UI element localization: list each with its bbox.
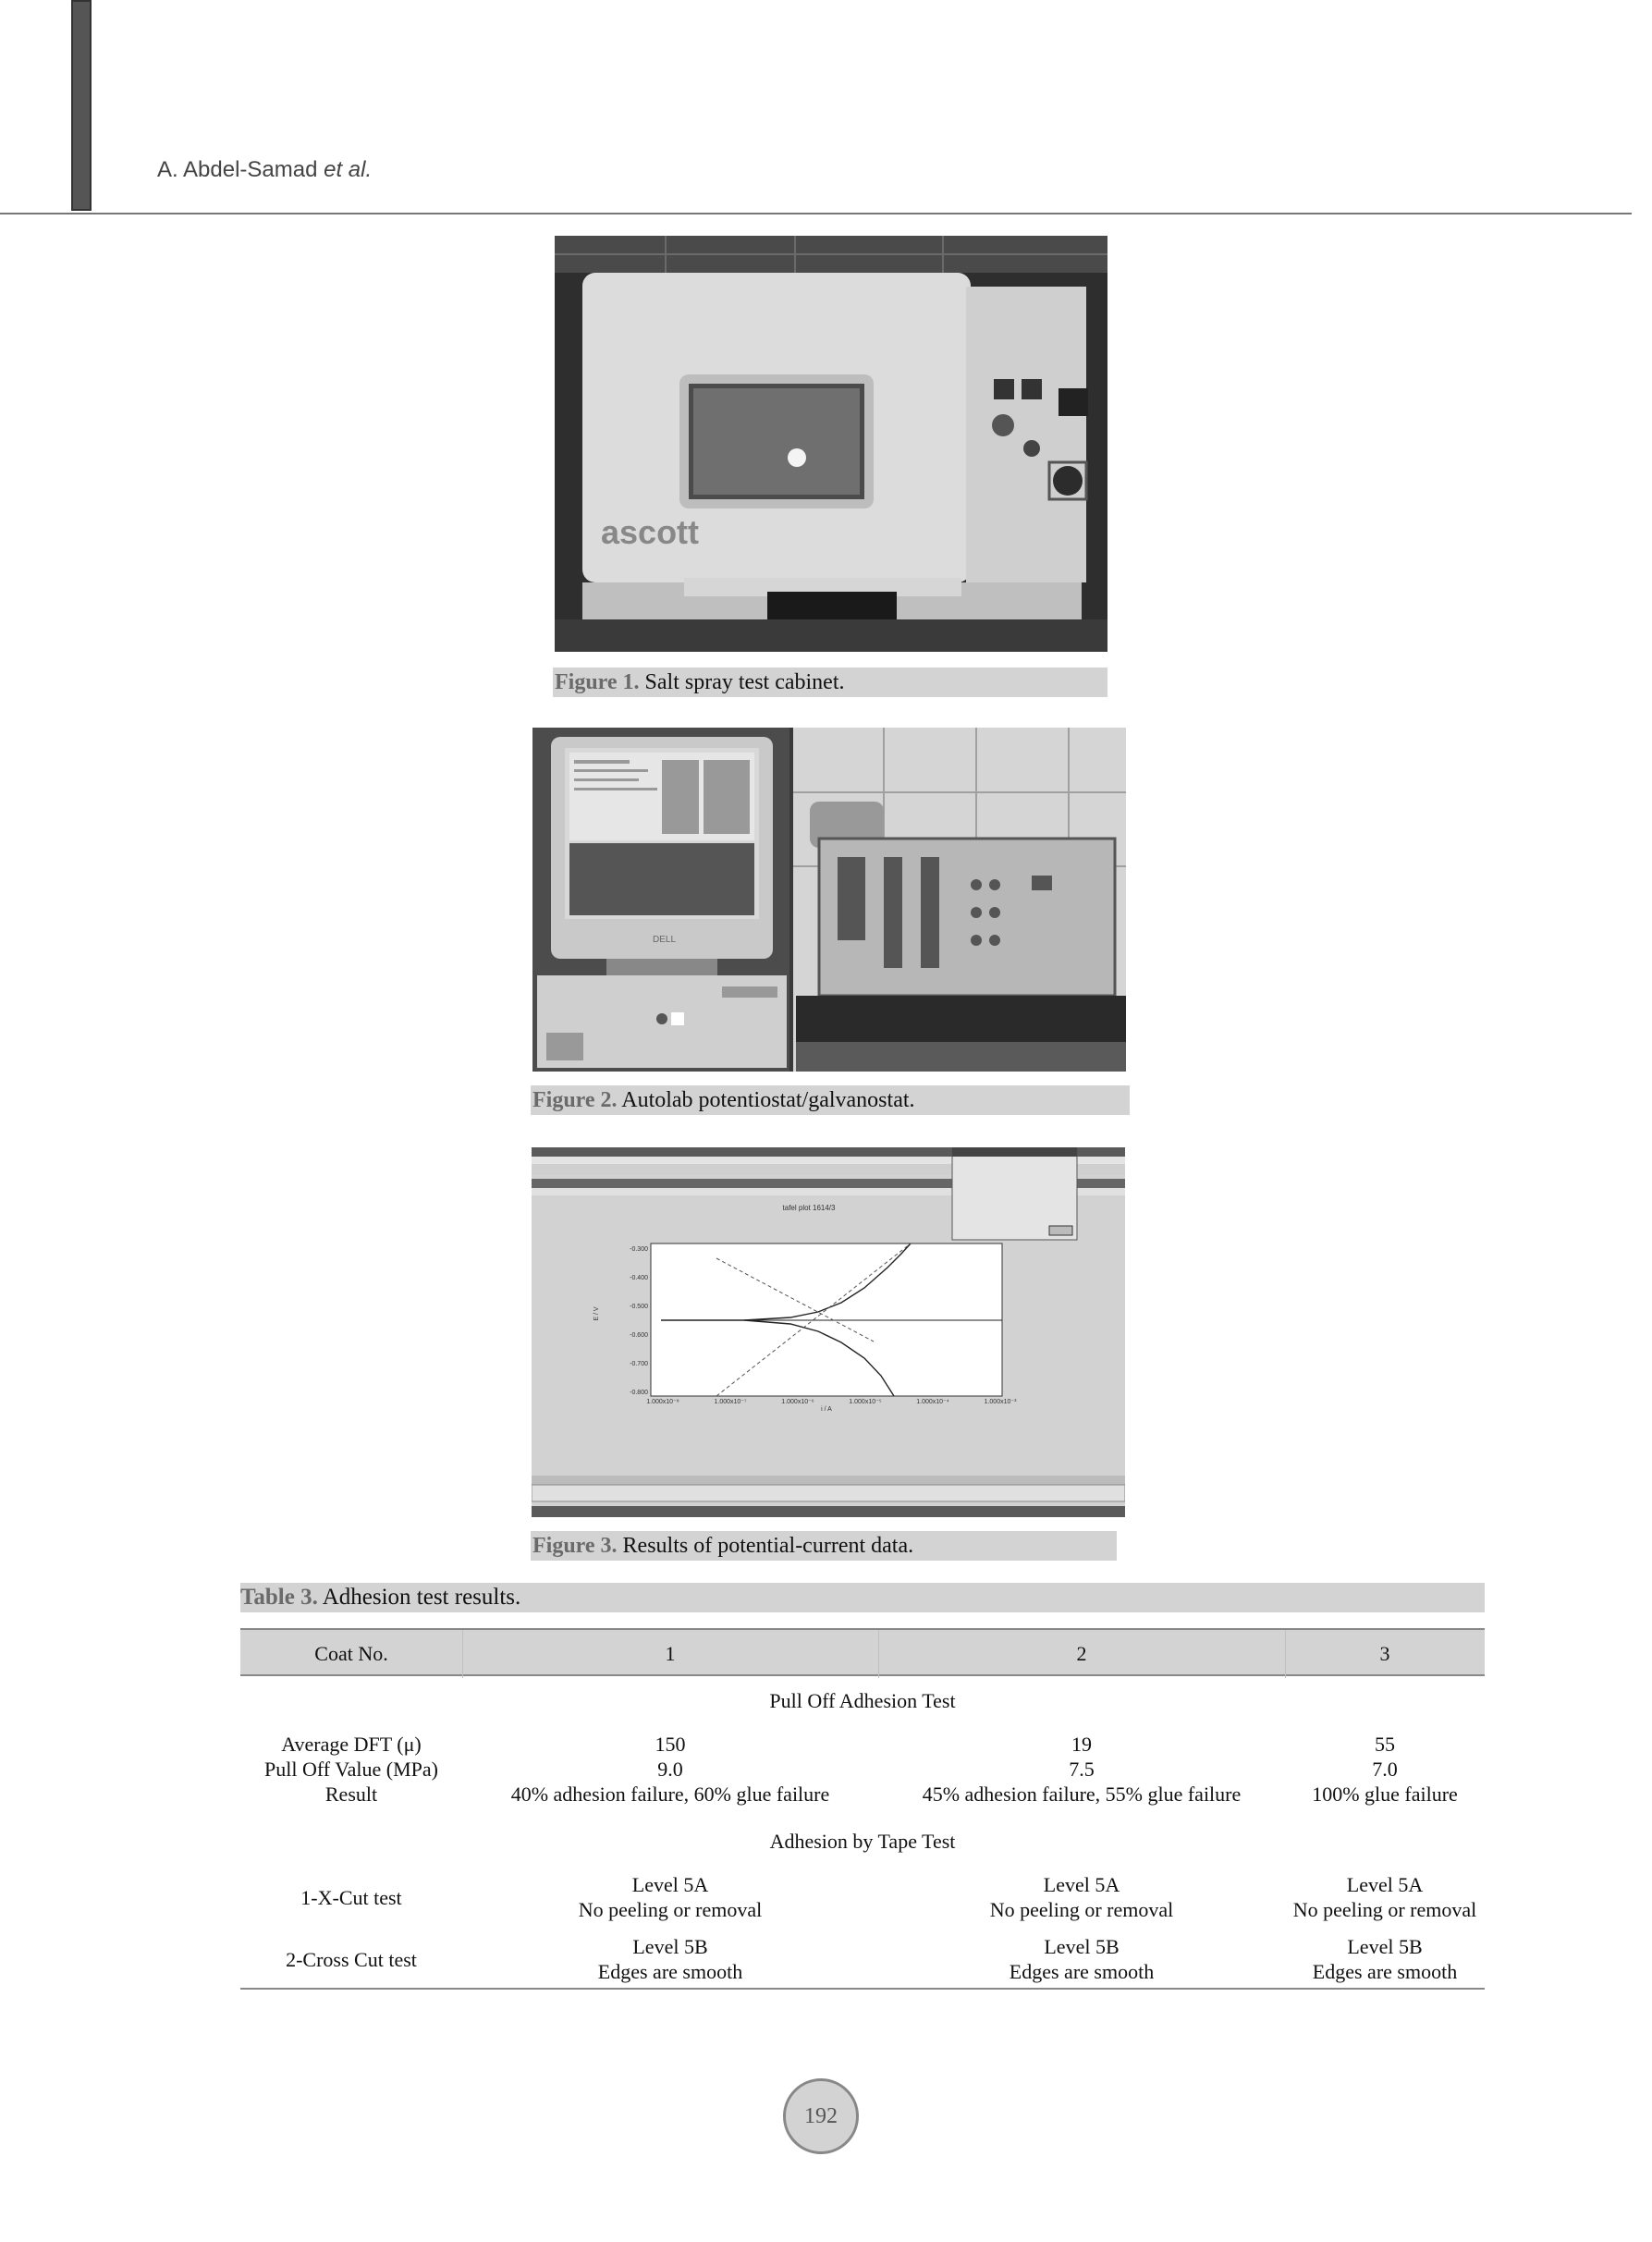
row-crosscut-2 — [878, 1934, 1285, 1984]
header-divider — [462, 1630, 463, 1678]
xcut-desc-2: No peeling or removal — [989, 1898, 1174, 1921]
row-pull-off-1: 9.0 — [657, 1758, 683, 1781]
x-tick-label: 1.000x10⁻⁶ — [781, 1399, 814, 1405]
row-xcut-label: 1-X-Cut test — [300, 1886, 402, 1909]
table-bottom-rule — [240, 1988, 1485, 1990]
row-avg-dft-1: 150 — [655, 1733, 686, 1756]
row-avg-dft-label: Average DFT (μ) — [281, 1733, 422, 1756]
author-etal: et al. — [324, 157, 373, 182]
salt-spray-cabinet-photo — [555, 236, 1107, 652]
autolab-photo — [532, 728, 1126, 1072]
xcut-level-1: Level 5A — [631, 1873, 709, 1896]
figure-1-image — [555, 236, 1107, 652]
row-xcut-1 — [462, 1872, 878, 1922]
crosscut-desc-2: Edges are smooth — [1009, 1960, 1155, 1983]
xcut-level-2: Level 5A — [1043, 1873, 1120, 1896]
table-3-title: Adhesion test results. — [322, 1585, 521, 1610]
y-tick-label: -0.500 — [630, 1304, 648, 1310]
figure-2-text: Autolab potentiostat/galvanostat. — [621, 1088, 915, 1112]
tafel-plot-screenshot — [532, 1147, 1125, 1517]
y-tick-label: -0.300 — [630, 1246, 648, 1253]
x-tick-label: 1.000x10⁻⁸ — [646, 1399, 679, 1405]
header-coat-2: 2 — [1076, 1642, 1087, 1665]
x-tick-label: 1.000x10⁻⁴ — [916, 1399, 949, 1405]
row-xcut-2 — [878, 1872, 1285, 1922]
plot-ylabel: E / V — [593, 1306, 600, 1321]
figure-3-label: Figure 3. — [532, 1534, 618, 1558]
header-divider — [878, 1630, 879, 1678]
y-tick-label: -0.800 — [630, 1390, 648, 1396]
crosscut-desc-1: Edges are smooth — [597, 1960, 743, 1983]
figure-2-caption — [531, 1085, 1130, 1115]
crosscut-level-3: Level 5B — [1347, 1935, 1423, 1958]
cabinet-brand-logo: ascott — [601, 513, 700, 551]
page-number: 192 — [783, 2078, 859, 2154]
crosscut-level-1: Level 5B — [632, 1935, 708, 1958]
section-pull-off: Pull Off Adhesion Test — [769, 1689, 956, 1712]
xcut-level-3: Level 5A — [1346, 1873, 1424, 1896]
row-crosscut-3 — [1285, 1934, 1485, 1984]
table-header-row — [240, 1628, 1485, 1676]
header-rule — [0, 213, 1632, 214]
x-tick-label: 1.000x10⁻⁵ — [849, 1399, 882, 1405]
row-pull-off-3: 7.0 — [1372, 1758, 1398, 1781]
row-result-2: 45% adhesion failure, 55% glue failure — [922, 1783, 1242, 1806]
table-3-label: Table 3. — [240, 1585, 318, 1610]
xcut-desc-3: No peeling or removal — [1292, 1898, 1477, 1921]
row-result-3: 100% glue failure — [1312, 1783, 1458, 1806]
plot-xlabel: i / A — [821, 1406, 832, 1413]
row-avg-dft-3: 55 — [1375, 1733, 1395, 1756]
row-crosscut-1 — [462, 1934, 878, 1984]
figure-2-label: Figure 2. — [532, 1088, 618, 1112]
y-tick-label: -0.600 — [630, 1332, 648, 1339]
x-tick-label: 1.000x10⁻⁷ — [714, 1399, 747, 1405]
monitor-brand-logo: DELL — [653, 935, 677, 945]
row-pull-off-2: 7.5 — [1069, 1758, 1095, 1781]
table-3-caption — [240, 1583, 1485, 1612]
header-divider — [1285, 1630, 1286, 1678]
header-coat-3: 3 — [1379, 1642, 1390, 1665]
x-tick-label: 1.000x10⁻³ — [984, 1399, 1017, 1405]
figure-1-label: Figure 1. — [555, 670, 640, 694]
author-name: A. Abdel-Samad — [157, 157, 318, 182]
figure-2-image — [532, 728, 1126, 1072]
figure-1-text: Salt spray test cabinet. — [644, 670, 845, 694]
crosscut-desc-3: Edges are smooth — [1312, 1960, 1458, 1983]
plot-title: tafel plot 1614/3 — [782, 1204, 836, 1212]
header-coat-1: 1 — [665, 1642, 676, 1665]
row-xcut-3 — [1285, 1872, 1485, 1922]
row-result-label: Result — [324, 1783, 378, 1806]
figure-3-caption — [531, 1531, 1117, 1561]
row-pull-off-label: Pull Off Value (MPa) — [263, 1758, 438, 1781]
row-crosscut-label: 2-Cross Cut test — [286, 1948, 417, 1971]
row-avg-dft-2: 19 — [1071, 1733, 1092, 1756]
row-result-1: 40% adhesion failure, 60% glue failure — [510, 1783, 830, 1806]
crosscut-level-2: Level 5B — [1044, 1935, 1120, 1958]
figure-3-image — [532, 1147, 1125, 1517]
section-tape-test: Adhesion by Tape Test — [769, 1830, 956, 1853]
header-coat-no: Coat No. — [314, 1642, 388, 1665]
running-head — [157, 157, 372, 183]
figure-1-caption — [553, 668, 1107, 697]
header-side-bar — [71, 0, 92, 211]
xcut-desc-1: No peeling or removal — [578, 1898, 763, 1921]
y-tick-label: -0.400 — [630, 1275, 648, 1281]
figure-3-text: Results of potential-current data. — [622, 1534, 914, 1558]
y-tick-label: -0.700 — [630, 1361, 648, 1367]
